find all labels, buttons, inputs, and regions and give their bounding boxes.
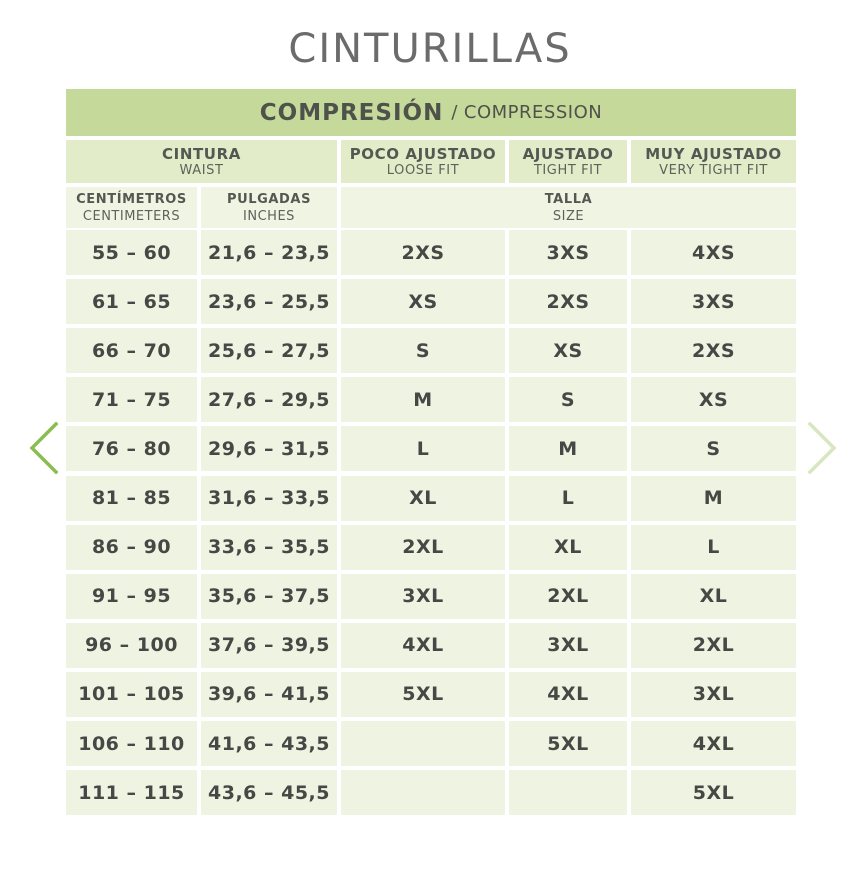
cell-inches: 23,6 – 25,5 xyxy=(201,279,337,324)
cell-loose-fit: 3XL xyxy=(341,574,505,619)
cell-centimeters: 91 – 95 xyxy=(66,574,197,619)
cell-loose-fit: 2XL xyxy=(341,525,505,570)
cell-inches: 35,6 – 37,5 xyxy=(201,574,337,619)
header-tight-en: TIGHT FIT xyxy=(533,162,603,178)
cell-tight-fit: XS xyxy=(509,328,627,373)
header-waist xyxy=(66,140,337,183)
header-tight-fit xyxy=(509,140,627,183)
cell-centimeters: 106 – 110 xyxy=(66,721,197,766)
header-waist-en: WAIST xyxy=(179,162,224,178)
cell-centimeters: 96 – 100 xyxy=(66,623,197,668)
cell-loose-fit: L xyxy=(341,426,505,471)
header-inches-es: PULGADAS xyxy=(226,191,312,207)
header-loose-en: LOOSE FIT xyxy=(386,162,460,178)
cell-centimeters: 55 – 60 xyxy=(66,230,197,275)
cell-loose-fit: S xyxy=(341,328,505,373)
cell-tight-fit: 2XL xyxy=(509,574,627,619)
cell-very-tight-fit: 3XS xyxy=(631,279,796,324)
cell-inches: 25,6 – 27,5 xyxy=(201,328,337,373)
compression-label-en: COMPRESSION xyxy=(463,102,603,123)
cell-tight-fit: L xyxy=(509,476,627,521)
cell-inches: 21,6 – 23,5 xyxy=(201,230,337,275)
cell-tight-fit: 3XL xyxy=(509,623,627,668)
cell-very-tight-fit: XS xyxy=(631,377,796,422)
cell-very-tight-fit: 3XL xyxy=(631,672,796,717)
cell-loose-fit xyxy=(341,721,505,766)
header-centimeters xyxy=(66,187,197,228)
cell-tight-fit: M xyxy=(509,426,627,471)
cell-very-tight-fit: S xyxy=(631,426,796,471)
cell-loose-fit: 4XL xyxy=(341,623,505,668)
header-inches-en: INCHES xyxy=(243,208,295,224)
cell-tight-fit: 2XS xyxy=(509,279,627,324)
header-cm-es: CENTÍMETROS xyxy=(76,191,187,207)
cell-tight-fit: 5XL xyxy=(509,721,627,766)
cell-loose-fit: XL xyxy=(341,476,505,521)
compression-label-es: COMPRESIÓN xyxy=(259,99,444,126)
cell-inches: 29,6 – 31,5 xyxy=(201,426,337,471)
header-inches xyxy=(201,187,337,228)
cell-very-tight-fit: 4XS xyxy=(631,230,796,275)
compression-separator: / xyxy=(451,102,458,123)
cell-tight-fit xyxy=(509,770,627,815)
cell-tight-fit: 4XL xyxy=(509,672,627,717)
page-title: CINTURILLAS xyxy=(288,26,572,72)
header-waist-es: CINTURA xyxy=(162,144,241,163)
cell-very-tight-fit: M xyxy=(631,476,796,521)
cell-very-tight-fit: XL xyxy=(631,574,796,619)
cell-centimeters: 86 – 90 xyxy=(66,525,197,570)
cell-centimeters: 61 – 65 xyxy=(66,279,197,324)
cell-centimeters: 76 – 80 xyxy=(66,426,197,471)
cell-inches: 43,6 – 45,5 xyxy=(201,770,337,815)
header-very-tight-en: VERY TIGHT FIT xyxy=(659,162,768,178)
cell-loose-fit: 5XL xyxy=(341,672,505,717)
cell-centimeters: 111 – 115 xyxy=(66,770,197,815)
cell-very-tight-fit: 2XS xyxy=(631,328,796,373)
header-very-tight-fit xyxy=(631,140,796,183)
header-loose-fit xyxy=(341,140,505,183)
header-tight-es: AJUSTADO xyxy=(522,144,614,163)
cell-tight-fit: S xyxy=(509,377,627,422)
cell-inches: 37,6 – 39,5 xyxy=(201,623,337,668)
header-very-tight-es: MUY AJUSTADO xyxy=(645,144,782,163)
cell-very-tight-fit: 2XL xyxy=(631,623,796,668)
cell-centimeters: 101 – 105 xyxy=(66,672,197,717)
cell-centimeters: 71 – 75 xyxy=(66,377,197,422)
cell-inches: 33,6 – 35,5 xyxy=(201,525,337,570)
cell-loose-fit xyxy=(341,770,505,815)
cell-centimeters: 81 – 85 xyxy=(66,476,197,521)
compression-band xyxy=(66,89,796,136)
cell-very-tight-fit: L xyxy=(631,525,796,570)
header-size-en: SIZE xyxy=(552,208,585,224)
chevron-right-icon[interactable] xyxy=(804,418,840,478)
cell-inches: 31,6 – 33,5 xyxy=(201,476,337,521)
cell-loose-fit: M xyxy=(341,377,505,422)
header-cm-en: CENTIMETERS xyxy=(82,208,181,224)
cell-very-tight-fit: 5XL xyxy=(631,770,796,815)
header-size-es: TALLA xyxy=(544,191,593,207)
cell-tight-fit: 3XS xyxy=(509,230,627,275)
cell-loose-fit: 2XS xyxy=(341,230,505,275)
chevron-left-icon[interactable] xyxy=(26,418,62,478)
cell-very-tight-fit: 4XL xyxy=(631,721,796,766)
cell-centimeters: 66 – 70 xyxy=(66,328,197,373)
header-loose-es: POCO AJUSTADO xyxy=(349,144,497,163)
cell-loose-fit: XS xyxy=(341,279,505,324)
header-size xyxy=(341,187,796,228)
cell-tight-fit: XL xyxy=(509,525,627,570)
cell-inches: 41,6 – 43,5 xyxy=(201,721,337,766)
cell-inches: 39,6 – 41,5 xyxy=(201,672,337,717)
cell-inches: 27,6 – 29,5 xyxy=(201,377,337,422)
